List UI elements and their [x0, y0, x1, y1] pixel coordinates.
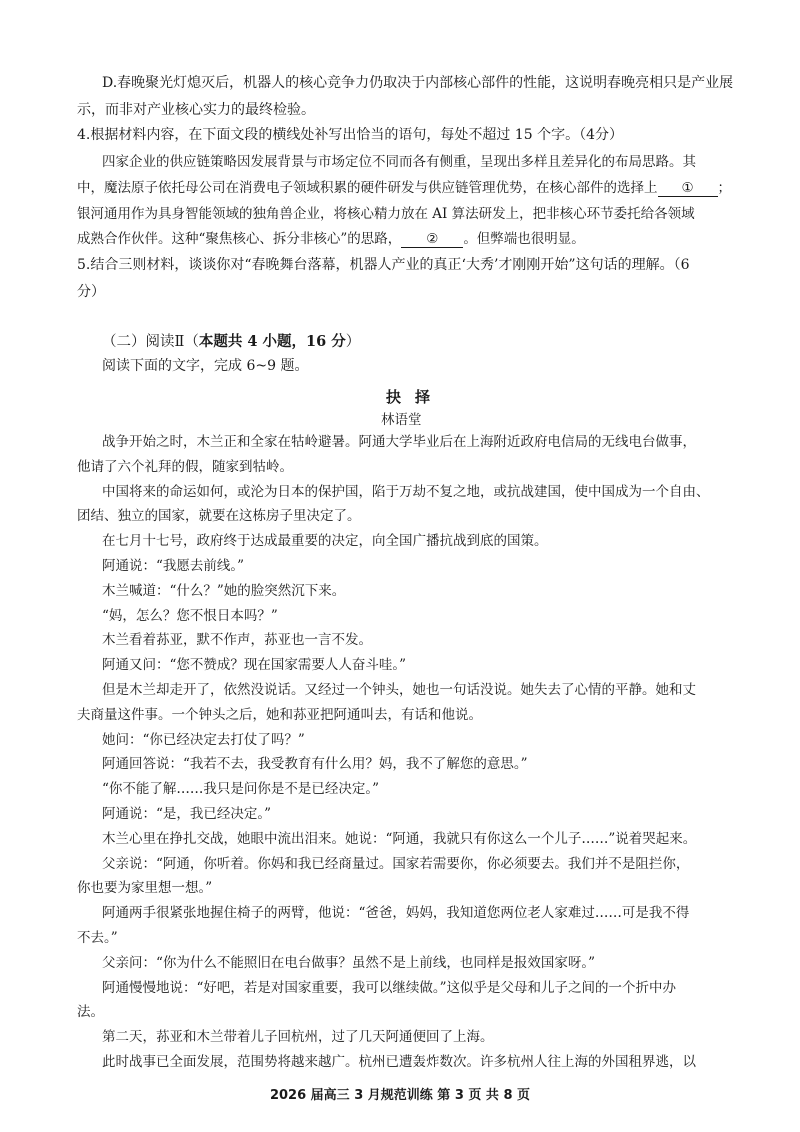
page-footer: 2026 届高三 3 月规范训练 第 3 页 共 8 页 [269, 1088, 531, 1103]
story-title: 抉择 [386, 388, 445, 406]
q4-paragraph-line2 [77, 178, 731, 198]
section2-heading [102, 332, 360, 352]
section2-instruction: 阅读下面的文字，完成 6~9 题。 [102, 358, 309, 374]
q4-paragraph-line1: 四家企业的供应链策略因发展背景与市场定位不同而各有侧重，呈现出多样且差异化的布局思路。其 [102, 154, 696, 170]
story-line: 不去。” [77, 930, 118, 946]
story-line: “你不能了解……我只是问你是不是已经决定。” [102, 781, 380, 798]
q4-blank-1: ① [658, 180, 718, 197]
q4-prompt: 4.根据材料内容，在下面文段的横线处补写出恰当的语句，每处不超过 15 个字。（4分） [77, 127, 623, 143]
story-line: 阿通回答说：“我若不去，我受教育有什么用？妈，我不了解您的意思。” [102, 756, 528, 773]
story-line: 阿通两手很紧张地握住椅子的两臂，他说：“爸爸，妈妈，我知道您两位老人家难过……可是我不得 [102, 905, 690, 922]
q4-paragraph-line4-text: 成熟合作伙伴。这种“聚焦核心、拆分非核心”的思路， [77, 231, 402, 247]
q4-paragraph-line4 [77, 229, 585, 249]
story-line: 中国将来的命运如何，或沦为日本的保护国，陷于万劫不复之地，或抗战建国，使中国成为一个自由、 [102, 483, 710, 500]
q4-paragraph-line2-text: 中，魔法原子依托母公司在消费电子领域积累的硬件研发与供应链管理优势，在核心部件的选择上 [77, 180, 658, 196]
q4-blank-2: ② [401, 231, 463, 248]
section2-heading-suffix: ） [345, 334, 361, 350]
story-line: 团结、独立的国家，就要在这栋房子里决定了。 [77, 508, 361, 525]
q4-paragraph-line3: 银河通用作为具身智能领域的独角兽企业，将核心精力放在 AI 算法研发上，把非核心环节委托给各领域 [77, 206, 695, 222]
q4-paragraph-line2-end: ； [717, 180, 731, 196]
q5-prompt-line2: 分） [77, 284, 105, 300]
story-line: 他请了六个礼拜的假，随家到牯岭。 [77, 458, 293, 475]
story-line: 阿通慢慢地说：“好吧，若是对国家重要，我可以继续做。”这似乎是父母和儿子之间的一个折中办 [102, 979, 677, 996]
story-author: 林语堂 [381, 412, 422, 428]
story-line: 木兰心里在挣扎交战，她眼中流出泪来。她说：“阿通，我就只有你这么一个儿子……”说着哭起来。 [102, 830, 697, 847]
q4-paragraph-line4-end: 。但弊端也很明显。 [463, 231, 585, 247]
story-line: “妈，怎么？您不恨日本吗？” [102, 607, 278, 624]
q3-option-d-line2: 示，而非对产业核心实力的最终检验。 [77, 102, 315, 118]
story-line: 但是木兰却走开了，依然没说话。又经过一个钟头，她也一句话没说。她失去了心情的平静。她和丈 [102, 682, 696, 698]
story-line: 父亲说：“阿通，你听着。你妈和我已经商量过。国家若需要你，你必须要去。我们并不是阻拦你， [102, 855, 690, 872]
story-line: 战争开始之时，木兰正和全家在牯岭避暑。阿通大学毕业后在上海附近政府电信局的无线电台做事， [102, 434, 696, 450]
story-line: 她问：“你已经决定去打仗了吗？” [102, 731, 305, 748]
story-line: 你也要为家里想一想。” [77, 880, 213, 897]
section2-heading-detail: 本题共 4 小题，16 分 [198, 333, 346, 350]
story-line: 在七月十七号，政府终于达成最重要的决定，向全国广播抗战到底的国策。 [102, 533, 548, 550]
story-line: 阿通又问：“您不赞成？现在国家需要人人奋斗哇。” [102, 657, 407, 674]
story-line: 木兰喊道：“什么？”她的脸突然沉下来。 [102, 582, 346, 599]
story-line: 夫商量这件事。一个钟头之后，她和荪亚把阿通叫去，有话和他说。 [77, 706, 482, 723]
story-line: 阿通说：“是，我已经决定。” [102, 806, 272, 822]
story-line: 父亲问：“你为什么不能照旧在电台做事？虽然不是上前线，也同样是报效国家呀。” [102, 954, 596, 971]
story-line: 此时战事已全面发展，范围势将越来越广。杭州已遭轰炸数次。许多杭州人往上海的外国租界逃，以 [102, 1054, 696, 1070]
story-line: 木兰看着荪亚，默不作声，荪亚也一言不发。 [102, 632, 372, 649]
story-line: 法。 [77, 1004, 104, 1021]
story-line: 第二天，荪亚和木兰带着儿子回杭州，过了几天阿通便回了上海。 [102, 1029, 494, 1046]
q3-option-d-line1: D.春晚聚光灯熄灭后，机器人的核心竞争力仍取决于内部核心部件的性能，这说明春晚亮相只是产业展 [102, 75, 734, 91]
section2-heading-prefix: （二）阅读Ⅱ（ [102, 334, 199, 350]
story-line: 阿通说：“我愿去前线。” [102, 558, 245, 574]
q5-prompt-line1: 5.结合三则材料，谈谈你对“春晚舞台落幕，机器人产业的真正‘大秀’才刚刚开始”这句话的理解。（6 [77, 257, 690, 273]
